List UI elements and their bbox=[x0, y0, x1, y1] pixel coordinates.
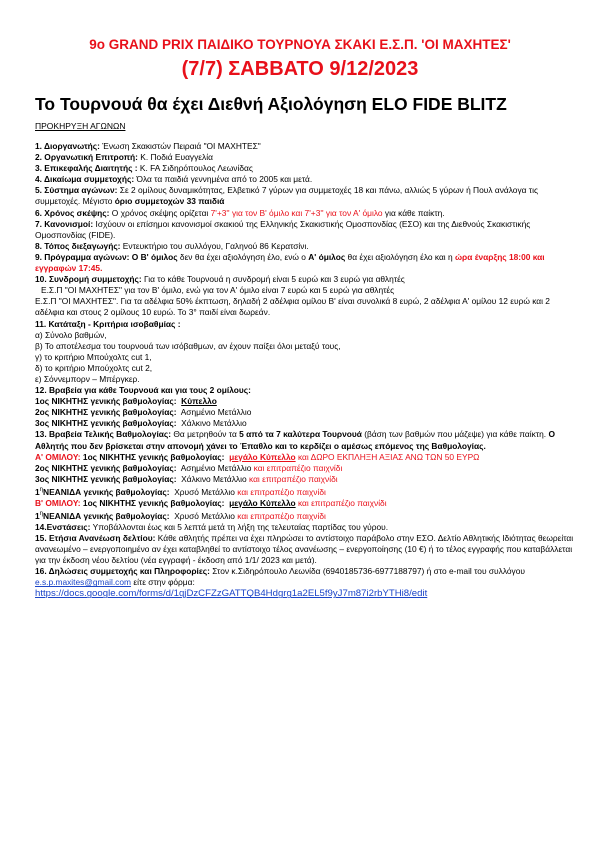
tiebreak-d: δ) το κριτήριο Μπούχολτς cut 2, bbox=[35, 362, 153, 373]
item-schedule: 9. Πρόγραμμα αγώνων: Ο Β' όμιλος δεν θα έχει αξιολόγηση έλο, ενώ ο Α' όμιλος θα έχει αξιολόγηση έλο και η ώρα έναρξης 18:00 και εγγραφών 17:45. bbox=[35, 251, 545, 274]
item-committee: 2. Οργανωτική Επιτροπή: Κ. Ποδιά Ευαγγελία bbox=[35, 152, 213, 163]
item-fee-line2: Ε.Σ.Π "ΟΙ ΜΑΧΗΤΕΣ" για τον Β' όμιλο, ενώ για τον Α' όμιλο είναι 7 ευρώ και 5 ευρώ για αθλητές bbox=[41, 285, 395, 296]
item-arbiter: 3. Επικεφαλής Διαιτητής : Κ. FA Σιδηρόπουλος Λεωνίδας bbox=[35, 163, 253, 174]
tournament-title: 9ο GRAND PRIX ΠΑΙΔΙΚΟ ΤΟΥΡΝΟΥΑ ΣΚΑΚΙ Ε.Σ.Π. 'ΟΙ ΜΑΧΗΤΕΣ' bbox=[89, 37, 511, 52]
item-prizes: 12. Βραβεία για κάθε Τουρνουά και για τους 2 ομίλους: bbox=[35, 385, 251, 396]
item-time-control: 6. Χρόνος σκέψης: Ο χρόνος σκέψης ορίζεται 7'+3'' για τον Β' όμιλο και 7'+3'' για τον Α' όμιλο για κάθε παίκτη. bbox=[35, 207, 445, 218]
prize-row-3: 3ος ΝΙΚΗΤΗΣ γενικής βαθμολογίας: Χάλκινο Μετάλλιο bbox=[35, 418, 247, 429]
announcement-body bbox=[35, 138, 575, 600]
group-b-girl-row: $1^\eta NEANI\Delta A$ γενικής βαθμολογίας: Χρυσό Μετάλλιο και επιτραπέζιο παιχνίδι bbox=[35, 510, 326, 521]
email-link[interactable]: e.s.p.maxites@gmail.com bbox=[35, 577, 132, 588]
tiebreak-e: ε) Σόννεμπορν – Μπέργκερ. bbox=[35, 373, 140, 384]
tiebreak-a: α) Σύνολο βαθμών, bbox=[35, 329, 107, 340]
group-a-row-2: 2ος ΝΙΚΗΤΗΣ γενικής βαθμολογίας: Ασημένιο Μετάλλιο και επιτραπέζιο παιχνίδι bbox=[35, 462, 343, 473]
prize-row-1: 1ος ΝΙΚΗΤΗΣ γενικής βαθμολογίας: Κύπελλο bbox=[35, 396, 217, 407]
item-rules: 7. Κανονισμοί: Ισχύουν οι επίσημοι κανονισμοί σκακιού της Ελληνικής Σκακιστικής Ομοσπονδίας (ΕΣΟ) και της Διεθνούς Σκακιστικής Ομοσπονδίας (FIDE). bbox=[35, 218, 531, 240]
tiebreak-b: β) Το αποτέλεσμα του τουρνουά των ισόβαθμων, αν έχουν παίξει όλοι μεταξύ τους, bbox=[35, 340, 341, 351]
elo-subtitle: Το Τουρνουά θα έχει Διεθνή Αξιολόγηση ELO FIDE BLITZ bbox=[35, 94, 507, 114]
item-fee: 10. Συνδρομή συμμετοχής: Για το κάθε Τουρνουά η συνδρομή είναι 5 ευρώ και 3 ευρώ για αθλητές bbox=[35, 274, 405, 285]
item-organizer: 1. Διοργανωτής: Ένωση Σκακιστών Πειραιά "ΟΙ ΜΑΧΗΤΕΣ" bbox=[35, 141, 261, 151]
section-heading: ΠΡΟΚΗΡΥΞΗ ΑΓΩΝΩΝ bbox=[35, 121, 126, 131]
form-link[interactable]: https://docs.google.com/forms/d/1qjDzCFZzGATTQB4Hdgrg1a2EL5f9yJ7m87i2rbYTHi8/edit bbox=[35, 588, 428, 600]
item-objections: 14.Ενστάσεις: Υποβάλλονται έως και 5 λεπτά μετά τη λήξη της τελευταίας παρτίδας του γύρου. bbox=[35, 521, 389, 532]
item-fee-line3: Ε.Σ.Π "ΟΙ ΜΑΧΗΤΕΣ". Για τα αδέλφια 50% έκπτωση, δηλαδή 2 αδέλφια ομίλου Β' είναι συνολικά 8 ευρώ, 2 αδέλφια Α' ομίλου 12 ευρώ και 2 αδέλφια και στους 2 ομίλους 10 ευρώ. Το 3° παιδί είναι δωρεάν. bbox=[35, 296, 550, 318]
tiebreak-c: γ) το κριτήριο Μπούχολτς cut 1, bbox=[35, 351, 152, 362]
group-a-girl-row: $1^\eta NEANI\Delta A$ γενικής βαθμολογίας: Χρυσό Μετάλλιο και επιτραπέζιο παιχνίδι bbox=[35, 486, 326, 497]
item-eligibility: 4. Δικαίωμα συμμετοχής: Όλα τα παιδιά γεννημένα από το 2005 και μετά. bbox=[35, 174, 313, 185]
tournament-date: (7/7) ΣΑΒΒΑΤΟ 9/12/2023 bbox=[181, 58, 419, 80]
item-system: 5. Σύστημα αγώνων: Σε 2 ομίλους δυναμικότητας, Ελβετικό 7 γύρων για συμμετοχές 18 και πάνω, αλλιώς 5 γύρων ή Πουλ ανάλογα τις συμμετοχές. Μέγιστο όριο συμμετοχών 33 παιδιά bbox=[35, 185, 539, 207]
item-final-prizes: 13. Βραβεία Τελικής Βαθμολογίας: Θα μετρηθούν τα 5 από τα 7 καλύτερα Τουρνουά (βάση των βαθμών που μάζεψε) για κάθε παίκτη. Ο Αθλητής που δεν βρίσκεται στην απονομή χάνει το Έπαθλο και το κερδίζει ο αμέσως επόμενος της Βαθμολογίας. bbox=[35, 429, 555, 451]
item-renewal: 15. Ετήσια Ανανέωση δελτίου: Κάθε αθλητής πρέπει να έχει πληρώσει το αντίστοιχο παράβολο στην ΕΣΟ. Δελτίο Αθλητικής Ιδιότητας θεωρείται ανανεωμένο – ενεργοποιημένο αν έχει καταβληθεί το αντίστοιχο τέλος ανανέωσης – ενεργοποίησης (10 €) ή το τέλος εγγραφής που καταβάλλεται για την έκδοση νέου δελτίου (νέα εγγραφή - έκδοση από 1/1/ 2023 και μετά). bbox=[35, 532, 574, 566]
group-a-row-3: 3ος ΝΙΚΗΤΗΣ γενικής βαθμολογίας: Χάλκινο Μετάλλιο και επιτραπέζιο παιχνίδι bbox=[35, 473, 338, 484]
item-tiebreaks: 11. Κατάταξη - Κριτήρια ισοβαθμίας : bbox=[35, 318, 181, 329]
group-b-row-1: Β' ΟΜΙΛΟΥ: 1ος ΝΙΚΗΤΗΣ γενικής βαθμολογίας: μεγάλο Κύπελλο και επιτραπέζιο παιχνίδι bbox=[35, 497, 387, 508]
item-venue: 8. Τόπος διεξαγωγής: Εντευκτήριο του συλλόγου, Γαληνού 86 Κερατσίνι. bbox=[35, 240, 309, 251]
prize-row-2: 2ος ΝΙΚΗΤΗΣ γενικής βαθμολογίας: Ασημένιο Μετάλλιο bbox=[35, 407, 252, 418]
item-registration: 16. Δηλώσεις συμμετοχής και Πληροφορίες: Στον κ.Σιδηρόπουλο Λεωνίδα (6940185736-6977188797) ή στο e-mail του συλλόγου e.s.p.maxites@gmail.com είτε στην φόρμα: bbox=[35, 566, 525, 588]
group-a-row-1: Α' ΟΜΙΛΟΥ: 1ος ΝΙΚΗΤΗΣ γενικής βαθμολογίας: μεγάλο Κύπελλο και ΔΩΡΟ ΕΚΠΛΗΞΗ ΑΞΙΑΣ ΑΝΩ ΤΩΝ 50 ΕΥΡΩ bbox=[35, 451, 480, 462]
